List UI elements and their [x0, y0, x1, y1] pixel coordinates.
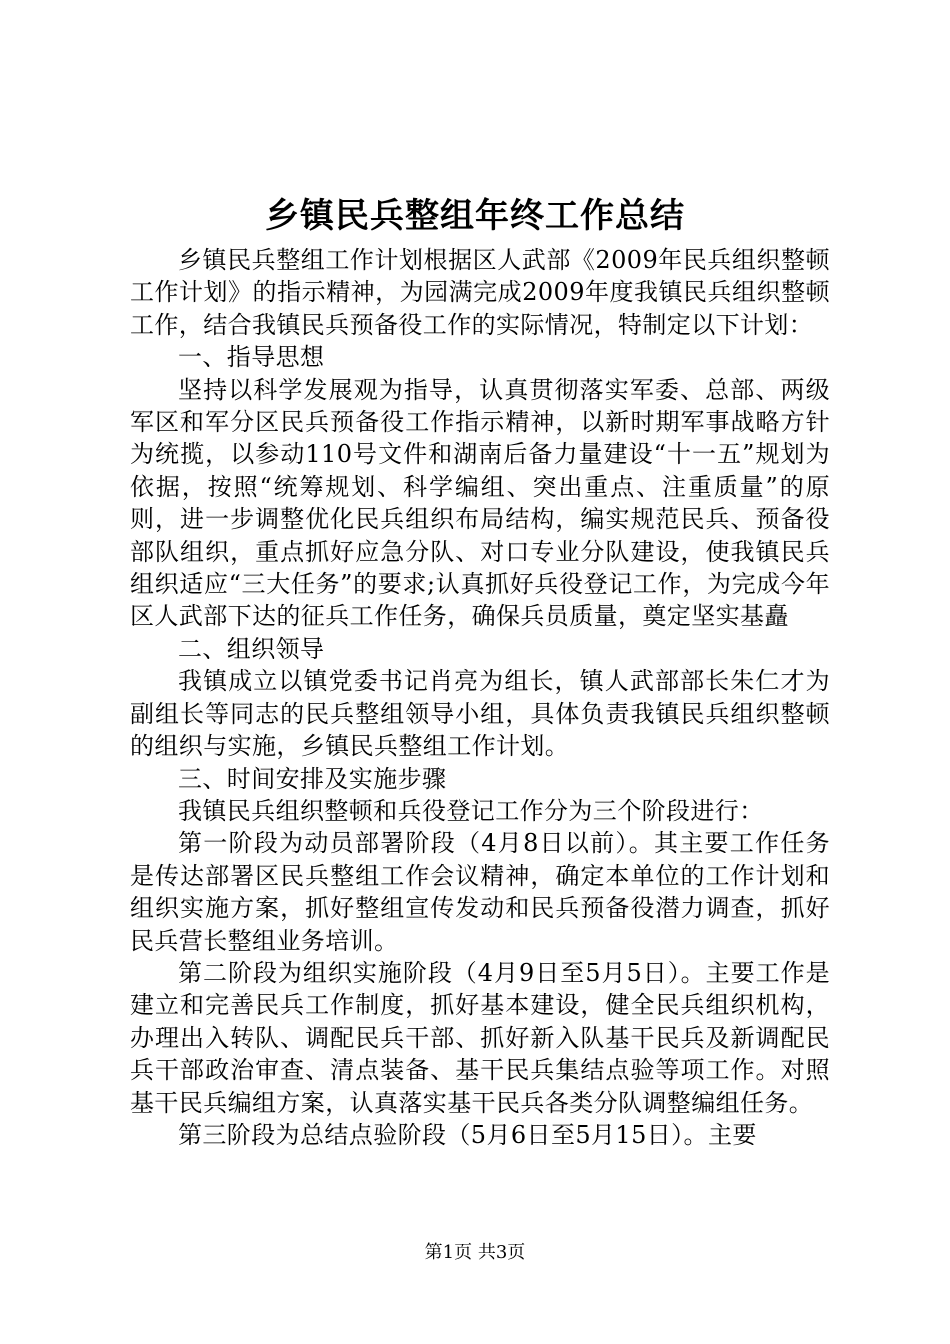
document-body — [130, 244, 830, 1151]
page-number-footer: 第1页 共3页 — [424, 1242, 526, 1263]
paragraph-stage-two: 第二阶段为组织实施阶段（4月9日至5月5日）。主要工作是建立和完善民兵工作制度，抓好基本建设，健全民兵组织机构，办理出入转队、调配民兵干部、抓好新入队基干民兵及新调配民兵干部政治审查、清点装备、基干民兵集结点验等项工作。对照基干民兵编组方案，认真落实基干民兵各类分队调整编组任务。 — [130, 958, 830, 1117]
paragraph-stage-three: 第三阶段为总结点验阶段（5月6日至5月15日）。主要 — [178, 1120, 757, 1149]
heading-schedule: 三、时间安排及实施步骤 — [178, 764, 447, 793]
document-title: 乡镇民兵整组年终工作总结 — [265, 196, 685, 236]
paragraph-organization: 我镇成立以镇党委书记肖亮为组长，镇人武部部长朱仁才为副组长等同志的民兵整组领导小组，具体负责我镇民兵组织整顿的组织与实施，乡镇民兵整组工作计划。 — [130, 667, 830, 761]
paragraph-intro: 乡镇民兵整组工作计划根据区人武部《2009年民兵组织整顿工作计划》的指示精神，为园满完成2009年度我镇民兵组织整顿工作，结合我镇民兵预备役工作的实际情况，特制定以下计划： — [130, 246, 830, 339]
paragraph-stage-one: 第一阶段为动员部署阶段（4月8日以前）。其主要工作任务是传达部署区民兵整组工作会议精神，确定本单位的工作计划和组织实施方案，抓好整组宣传发动和民兵预备役潜力调查，抓好民兵营长整组业务培训。 — [130, 829, 830, 955]
heading-organization: 二、组织领导 — [178, 634, 325, 663]
paragraph-guiding-thought: 坚持以科学发展观为指导，认真贯彻落实军委、总部、两级军区和军分区民兵预备役工作指示精神，以新时期军事战略方针为统揽，以参动110号文件和湖南后备力量建设“十一五”规划为依据，按照“统筹规划、科学编组、突出重点、注重质量”的原则，进一步调整优化民兵组织布局结构，编实规范民兵、预备役部队组织，重点抓好应急分队、对口专业分队建设，使我镇民兵组织适应“三大任务”的要求;认真抓好兵役登记工作，为完成今年区人武部下达的征兵工作任务，确保兵员质量，奠定坚实基矗 — [130, 375, 830, 631]
paragraph-schedule-intro: 我镇民兵组织整顿和兵役登记工作分为三个阶段进行： — [178, 796, 764, 825]
heading-guiding-thought: 一、指导思想 — [178, 343, 325, 372]
